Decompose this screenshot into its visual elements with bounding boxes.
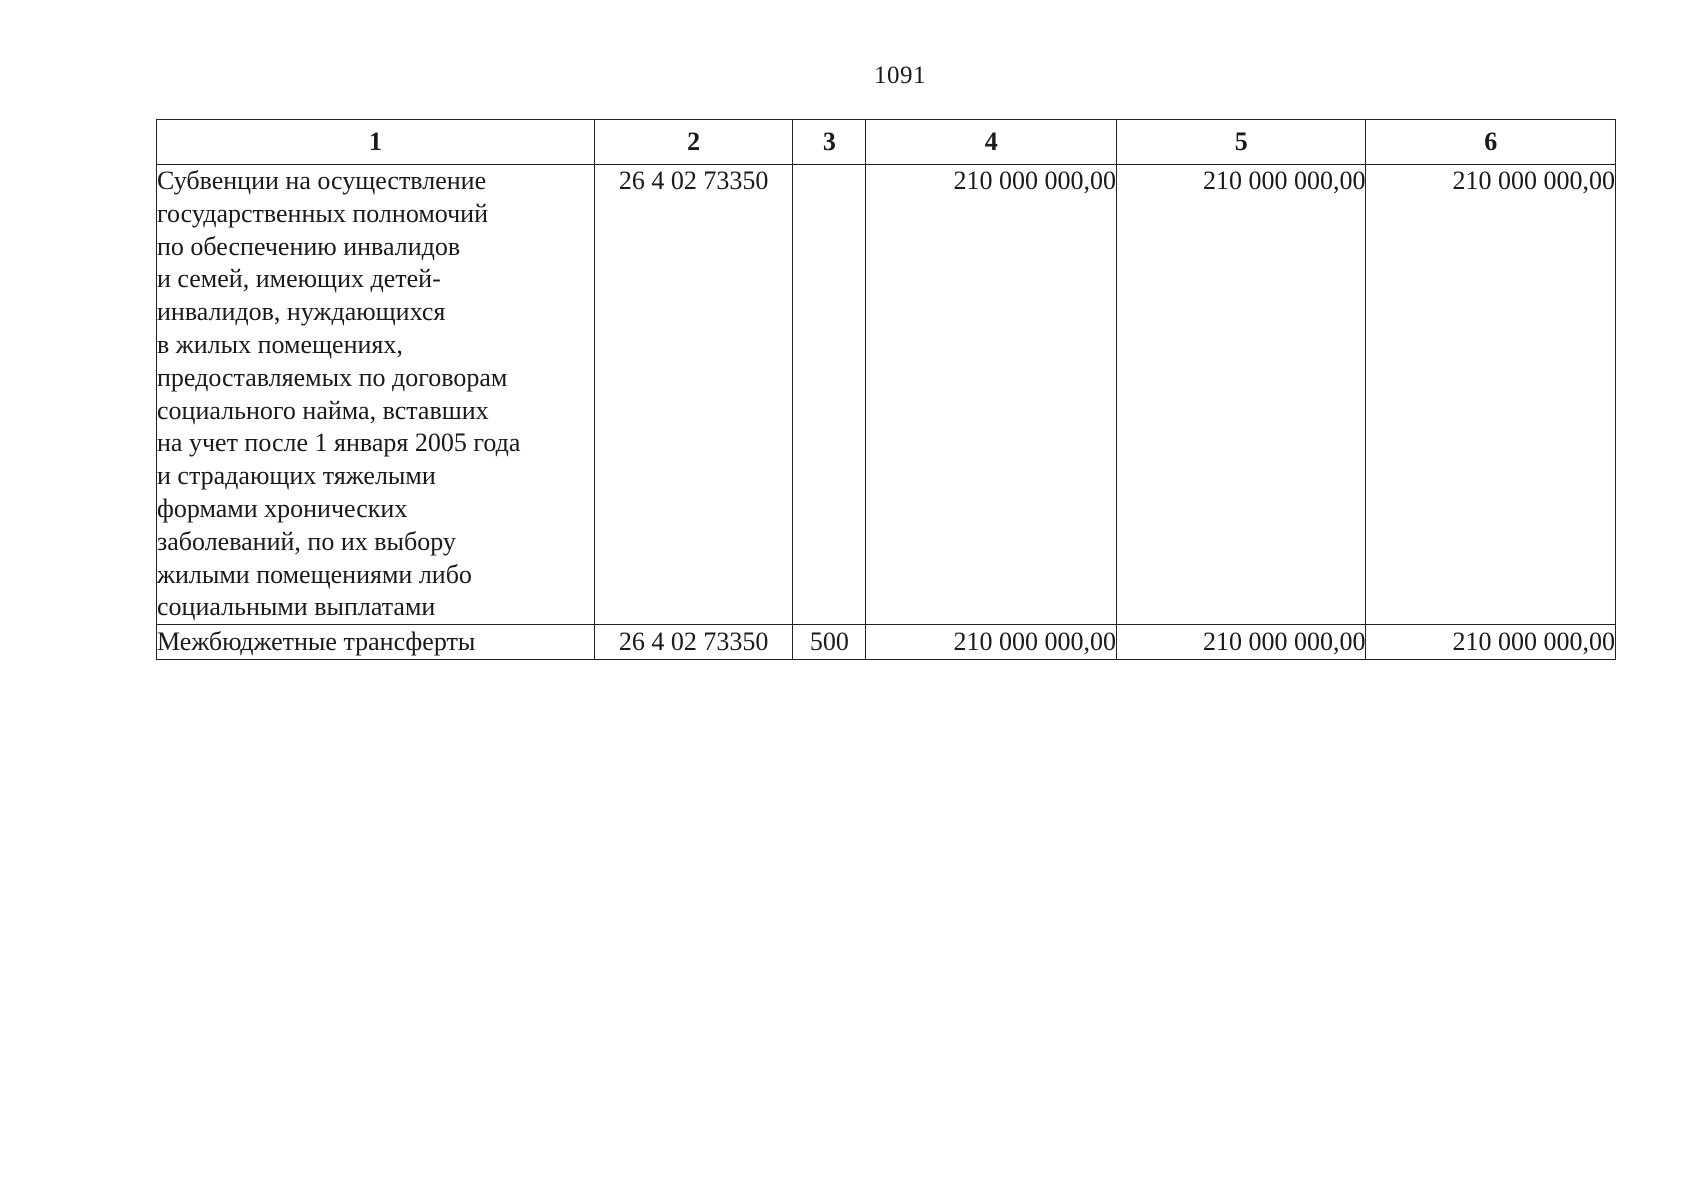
table-header-row	[157, 120, 1616, 165]
column-header-3: 3	[793, 120, 866, 165]
row-name-line: на учет после 1 января 2005 года	[157, 428, 521, 458]
row-expense-type-cell: 500	[793, 625, 866, 660]
table-row	[157, 625, 1616, 660]
row-code-cell: 26 4 02 73350	[594, 165, 792, 625]
row-name-line: государственных полномочий	[157, 198, 489, 228]
column-header-1: 1	[157, 120, 595, 165]
row-name-cell: Межбюджетные трансферты	[157, 625, 595, 660]
row-name-line: формами хронических	[157, 493, 408, 523]
row-name-line: предоставляемых по договорам	[157, 362, 508, 392]
row-amount-cell-2: 210 000 000,00	[1116, 165, 1366, 625]
row-name-line: инвалидов, нуждающихся	[157, 297, 446, 327]
column-header-4: 4	[866, 120, 1117, 165]
row-amount-cell-2: 210 000 000,00	[1116, 625, 1366, 660]
budget-table	[156, 119, 1616, 660]
row-amount-cell-3: 210 000 000,00	[1366, 165, 1616, 625]
column-header-5: 5	[1116, 120, 1366, 165]
row-code-cell: 26 4 02 73350	[594, 625, 792, 660]
row-name-cell	[157, 165, 595, 625]
row-name-line: и страдающих тяжелыми	[157, 461, 436, 491]
table-row	[157, 165, 1616, 625]
row-name-line: Субвенции на осуществление	[157, 166, 487, 195]
row-expense-type-cell	[793, 165, 866, 625]
row-amount-cell-3: 210 000 000,00	[1366, 625, 1616, 660]
row-name-line: социального найма, вставших	[157, 395, 489, 425]
row-name-line: в жилых помещениях,	[157, 329, 403, 359]
row-name-line: по обеспечению инвалидов	[157, 231, 461, 261]
column-header-2: 2	[594, 120, 792, 165]
page-number: 1091	[874, 62, 926, 89]
row-name-line: заболеваний, по их выбору	[157, 526, 456, 556]
column-header-6: 6	[1366, 120, 1616, 165]
row-amount-cell-1: 210 000 000,00	[866, 625, 1117, 660]
row-name-line: и семей, имеющих детей-	[157, 264, 441, 294]
row-name-line: социальными выплатами	[157, 592, 436, 622]
row-name-line: жилыми помещениями либо	[157, 559, 472, 589]
row-amount-cell-1: 210 000 000,00	[866, 165, 1117, 625]
